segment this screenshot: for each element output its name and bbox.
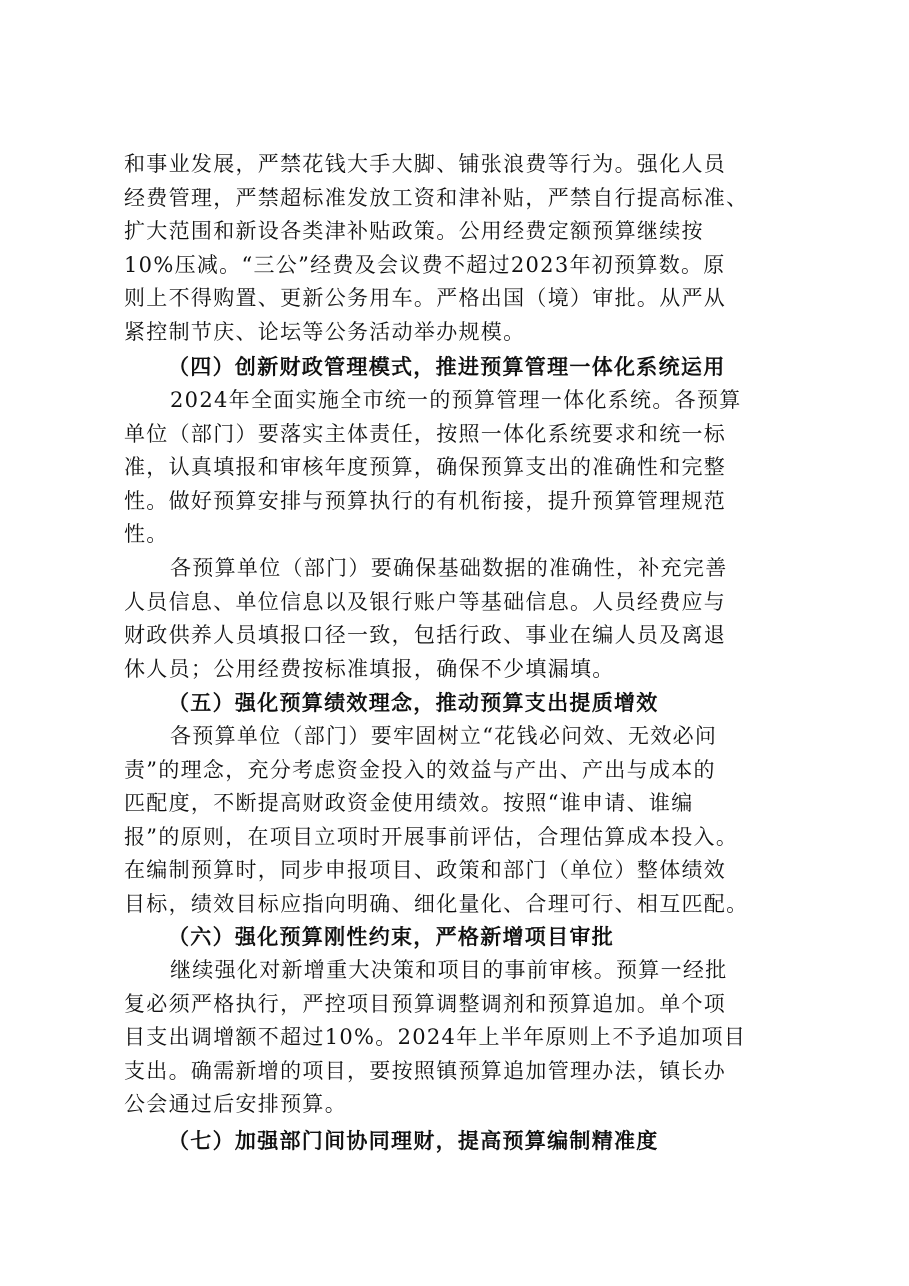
text-line: 经费管理，严禁超标准发放工资和津补贴，严禁自行提高标准、 [124, 185, 749, 210]
paragraph-performance [124, 720, 800, 921]
text-line: 财政供养人员填报口径一致，包括行政、事业在编人员及离退 [124, 623, 727, 647]
text-line: 支出。确需新增的项目，要按照镇预算追加管理办法，镇长办 [124, 1058, 727, 1083]
text-line: 10%压减。“三公”经费及会议费不超过2023年初预算数。原 [124, 252, 726, 277]
text-line: 准，认真填报和审核年度预算，确保预算支出的准确性和完整 [124, 455, 727, 479]
text-line: 性。做好预算安排与预算执行的有机衔接，提升预算管理规范 [124, 488, 727, 513]
text-line: 目标，绩效目标应指向明确、细化量化、合理可行、相互匹配。 [124, 891, 749, 916]
text-line: 则上不得购置、更新公务用车。严格出国（境）审批。从严从 [124, 286, 727, 310]
section-heading-4: （四）创新财政管理模式，推进预算管理一体化系统运用 [168, 354, 726, 379]
paragraph-staff-expense-control [124, 148, 800, 349]
text-line: 公会通过后安排预算。 [124, 1092, 347, 1116]
text-line: 性。 [124, 522, 169, 546]
text-line: 休人员；公用经费按标准填报，确保不少填漏填。 [124, 656, 615, 681]
text-line: 单位（部门）要落实主体责任，按照一体化系统要求和统一标 [124, 421, 727, 446]
section-heading-7: （七）加强部门间协同理财，提高预算编制精准度 [168, 1128, 659, 1153]
text-line: 责”的理念，充分考虑资金投入的效益与产出、产出与成本的 [124, 757, 716, 782]
section-heading-5: （五）强化预算绩效理念，推动预算支出提质增效 [168, 690, 659, 715]
text-line: 匹配度，不断提高财政资金使用绩效。按照“谁申请、谁编 [124, 791, 694, 815]
text-line: 和事业发展，严禁花钱大手大脚、铺张浪费等行为。强化人员 [124, 152, 727, 176]
paragraph-basic-data [124, 552, 800, 686]
text-line: 扩大范围和新设各类津补贴政策。公用经费定额预算继续按 [124, 219, 704, 243]
text-line: 人员信息、单位信息以及银行账户等基础信息。人员经费应与 [124, 589, 727, 614]
paragraph-integrated-system [124, 384, 800, 552]
text-line: 目支出调增额不超过10%。2024年上半年原则上不予追加项目 [124, 1025, 747, 1049]
text-line: 复必须严格执行，严控项目预算调整调剂和预算追加。单个项 [124, 991, 727, 1016]
text-line: 在编制预算时，同步申报项目、政策和部门（单位）整体绩效 [124, 858, 727, 882]
text-line: 紧控制节庆、论坛等公务活动举办规模。 [124, 319, 526, 344]
text-line: 继续强化对新增重大决策和项目的事前审核。预算一经批 [170, 958, 728, 982]
text-line: 各预算单位（部门）要牢固树立“花钱必问效、无效必问 [170, 724, 718, 748]
text-line: 各预算单位（部门）要确保基础数据的准确性，补充完善 [170, 556, 728, 580]
text-line: 2024年全面实施全市统一的预算管理一体化系统。各预算 [170, 388, 742, 412]
section-heading-6: （六）强化预算刚性约束，严格新增项目审批 [168, 924, 614, 949]
paragraph-project-approval [124, 954, 800, 1122]
text-line: 报”的原则，在项目立项时开展事前评估，合理估算成本投入。 [124, 824, 739, 849]
